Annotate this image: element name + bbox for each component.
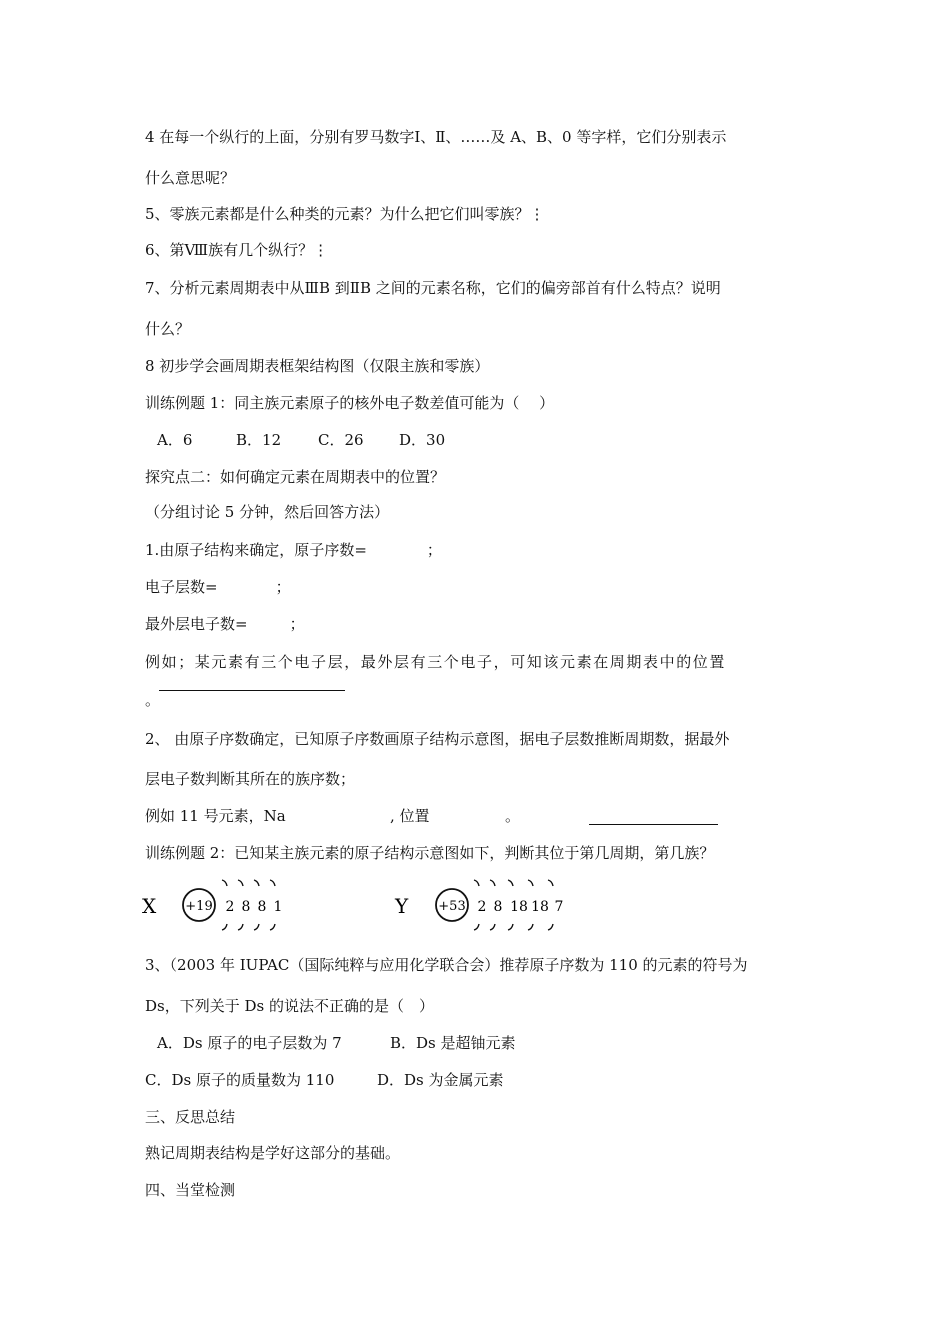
q3-line2: Ds，下列关于 Ds 的说法不正确的是（ ） [145, 997, 434, 1015]
q3-option-a: A．Ds 原子的电子层数为 7 [157, 1034, 342, 1052]
atom-x-shell-3: 8 [257, 899, 267, 915]
q8: 8 初步学会画周期表框架结构图（仅限主族和零族） [145, 357, 490, 375]
atom-y-svg [393, 872, 573, 938]
method2-line1: 2、 由原子序数确定，已知原子序数画原子结构示意图，据电子层数推断周期数，据最外 [145, 730, 730, 748]
atom-y-arc-top-3 [508, 880, 513, 886]
q3-option-b: B．Ds 是超铀元素 [390, 1034, 516, 1052]
atom-x-shell-4: 1 [273, 899, 283, 915]
inquiry2-title: 探究点二：如何确定元素在周期表中的位置？ [145, 468, 446, 486]
atom-x-shell-1: 2 [225, 899, 235, 915]
method2-period: 。 [505, 807, 521, 825]
section3-title: 三、反思总结 [145, 1108, 236, 1126]
atom-y-arc-bottom-2 [490, 924, 495, 930]
example1-option-d: D．30 [399, 431, 446, 449]
example1-question: 训练例题 1：同主族元素原子的核外电子数差值可能为（ ） [145, 394, 555, 412]
method1-end-mark: 。 [145, 691, 161, 709]
q3-line1: 3、（2003 年 IUPAC（国际纯粹与应用化学联合会）推荐原子序数为 110 的元素的符号为 [145, 956, 748, 974]
section3-text: 熟记周期表结构是学好这部分的基础。 [145, 1144, 401, 1162]
method1-semicolon-3: ； [289, 615, 305, 633]
method1-atomic-number [145, 540, 442, 560]
method1-semicolon-2: ； [275, 578, 291, 596]
position-answer-blank [159, 676, 345, 691]
example1-option-c: C．26 [318, 431, 364, 449]
atom-x-nucleus: +19 [185, 899, 213, 914]
atom-y-arc-top-1 [474, 880, 479, 886]
method1-outer-label: 最外层电子数= [145, 615, 248, 633]
na-position-blank [589, 810, 718, 825]
inquiry2-note: （分组讨论 5 分钟，然后回答方法） [145, 503, 390, 521]
atom-x-arc-top-2 [238, 880, 243, 886]
atom-diagram-x [140, 872, 290, 938]
q6: 6、第Ⅷ族有几个纵行？⋮ [145, 241, 329, 259]
atom-y-shell-4: 18 [531, 899, 549, 915]
atom-x-arc-bottom-3 [254, 924, 259, 930]
atom-y-shell-5: 7 [554, 899, 564, 915]
method1-outer-electrons [145, 614, 305, 634]
atom-x-symbol: X [142, 894, 157, 918]
atom-x-shell-2: 8 [241, 899, 251, 915]
atom-x-arc-bottom-1 [222, 924, 227, 930]
atom-y-nucleus: +53 [438, 899, 466, 914]
atom-y-shell-1: 2 [477, 899, 487, 915]
atom-x-arc-top-1 [222, 880, 227, 886]
example1-option-b: B．12 [236, 431, 282, 449]
q3-option-d: D．Ds 为金属元素 [377, 1071, 504, 1089]
method2-position-label: , 位置 [390, 807, 430, 825]
atom-y-symbol: Y [395, 894, 409, 918]
method1-semicolon-1: ； [426, 541, 442, 559]
atom-y-arc-top-5 [548, 880, 553, 886]
atom-y-arc-top-4 [528, 880, 533, 886]
method2-line2: 层电子数判断其所在的族序数； [145, 770, 356, 788]
atom-y-arc-bottom-3 [508, 924, 513, 930]
atom-x-svg [140, 872, 290, 938]
section4-title: 四、当堂检测 [145, 1181, 236, 1199]
atom-x-arc-top-4 [270, 880, 275, 886]
atom-x-arc-bottom-4 [270, 924, 275, 930]
example2-question: 训练例题 2：已知某主族元素的原子结构示意图如下，判断其位于第几周期，第几族？ [145, 844, 715, 862]
q5: 5、零族元素都是什么种类的元素？为什么把它们叫零族？⋮ [145, 205, 545, 223]
example1-option-a: A．6 [157, 431, 193, 449]
atom-y-arc-bottom-5 [548, 924, 553, 930]
atom-y-shell-2: 8 [493, 899, 503, 915]
atom-x-arc-top-3 [254, 880, 259, 886]
atom-y-arc-bottom-1 [474, 924, 479, 930]
q7-line1: 7、分析元素周期表中从ⅢB 到ⅡB 之间的元素名称，它们的偏旁部首有什么特点？说明 [145, 279, 721, 297]
atom-diagram-y [393, 872, 573, 938]
method1-label: 1.由原子结构来确定，原子序数= [145, 541, 367, 559]
q7-line2: 什么？ [145, 320, 191, 338]
method2-example-label: 例如 11 号元素，Na [145, 807, 286, 825]
method1-example: 例如；某元素有三个电子层，最外层有三个电子，可知该元素在周期表中的位置 [145, 653, 727, 671]
atom-y-arc-bottom-4 [528, 924, 533, 930]
atom-x-arc-bottom-2 [238, 924, 243, 930]
method1-shell-count [145, 577, 291, 597]
atom-y-shell-3: 18 [510, 899, 528, 915]
q4-line2: 什么意思呢？ [145, 169, 236, 187]
q4-line1: 4 在每一个纵行的上面，分别有罗马数字Ⅰ、Ⅱ、……及 A、B、0 等字样，它们分别表示 [145, 128, 727, 146]
atom-y-arc-top-2 [490, 880, 495, 886]
method1-shells-label: 电子层数= [145, 578, 218, 596]
q3-option-c: C．Ds 原子的质量数为 110 [145, 1071, 335, 1089]
